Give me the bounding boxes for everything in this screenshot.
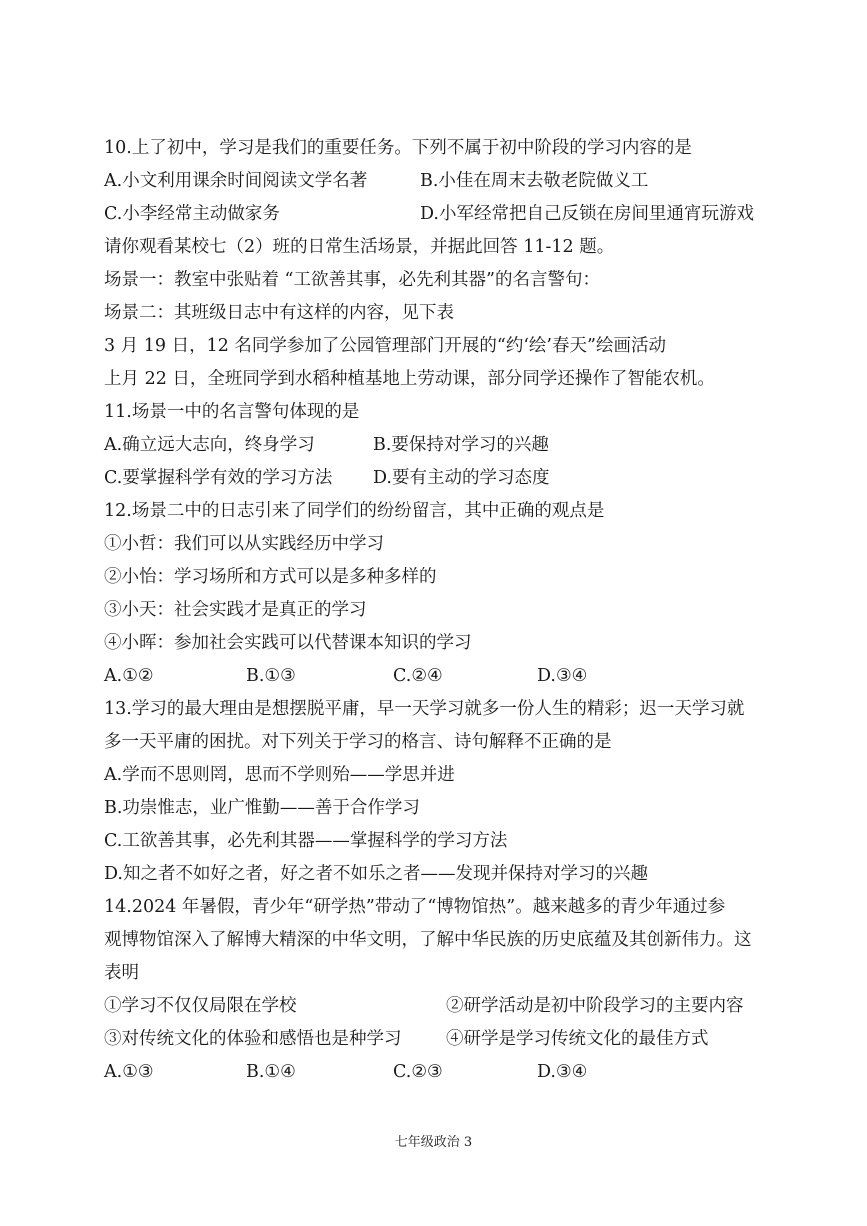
q11-option-b: B.要保持对学习的兴趣: [373, 435, 549, 455]
q10-option-d: D.小军经常把自己反锁在房间里通宵玩游戏: [420, 204, 754, 224]
q11-option-d: D.要有主动的学习态度: [373, 468, 550, 488]
q12-statement-1: ①小哲：我们可以从实践经历中学习: [104, 534, 384, 554]
q11-option-c: C.要掌握科学有效的学习方法: [104, 468, 333, 488]
q11-option-a: A.确立远大志向，终身学习: [104, 435, 315, 455]
scene-two: 场景二：其班级日志中有这样的内容，见下表: [104, 303, 454, 323]
q14-option-c: C.②③: [393, 1062, 443, 1082]
q12-option-a: A.①②: [104, 666, 154, 686]
scene-one: 场景一：教室中张贴着 “工欲善其事，必先利其器”的名言警句：: [104, 270, 600, 290]
q14-stem-line-3: 表明: [104, 963, 139, 983]
q10-stem: 10.上了初中，学习是我们的重要任务。下列不属于初中阶段的学习内容的是: [104, 138, 692, 158]
q13-option-d: D.知之者不如好之者，好之者不如乐之者——发现并保持对学习的兴趣: [104, 864, 648, 884]
q14-statement-2: ②研学活动是初中阶段学习的主要内容: [446, 996, 744, 1016]
q12-statement-2: ②小怡：学习场所和方式可以是多种多样的: [104, 567, 437, 587]
q14-statement-1: ①学习不仅仅局限在学校: [104, 996, 297, 1016]
q13-stem-line-2: 多一天平庸的困扰。对下列关于学习的格言、诗句解释不正确的是: [104, 732, 612, 752]
q10-option-b: B.小佳在周末去敬老院做义工: [420, 171, 649, 191]
q14-statement-3: ③对传统文化的体验和感悟也是种学习: [104, 1029, 402, 1049]
class-log-entry-2: 上月 22 日，全班同学到水稻种植基地上劳动课，部分同学还操作了智能农机。: [104, 369, 715, 389]
q14-statement-4: ④研学是学习传统文化的最佳方式: [446, 1029, 709, 1049]
q10-option-a: A.小文利用课余时间阅读文学名著: [104, 171, 368, 191]
q12-option-b: B.①③: [246, 666, 296, 686]
q14-option-a: A.①③: [104, 1062, 154, 1082]
q14-option-b: B.①④: [246, 1062, 296, 1082]
q14-stem-line-1: 14.2024 年暑假，青少年“研学热”带动了“博物馆热”。越来越多的青少年通过参: [104, 897, 726, 917]
q12-statement-3: ③小天：社会实践才是真正的学习: [104, 600, 367, 620]
context-intro: 请你观看某校七（2）班的日常生活场景，并据此回答 11-12 题。: [104, 237, 615, 257]
q13-option-c: C.工欲善其事，必先利其器——掌握科学的学习方法: [104, 831, 508, 851]
q12-option-c: C.②④: [393, 666, 443, 686]
q13-stem-line-1: 13.学习的最大理由是想摆脱平庸，早一天学习就多一份人生的精彩；迟一天学习就: [104, 699, 745, 719]
q10-option-c: C.小李经常主动做家务: [104, 204, 280, 224]
q14-stem-line-2: 观博物馆深入了解博大精深的中华文明，了解中华民族的历史底蕴及其创新伟力。这: [104, 930, 752, 950]
q14-option-d: D.③④: [537, 1062, 588, 1082]
q12-option-d: D.③④: [537, 666, 588, 686]
q11-stem: 11.场景一中的名言警句体现的是: [104, 402, 360, 422]
class-log-entry-1: 3 月 19 日，12 名同学参加了公园管理部门开展的“约‘绘’春天”绘画活动: [104, 336, 666, 356]
q13-option-a: A.学而不思则罔，思而不学则殆——学思并进: [104, 765, 455, 785]
page-footer: 七年级政治 3: [394, 1135, 473, 1150]
q12-statement-4: ④小晖：参加社会实践可以代替课本知识的学习: [104, 633, 472, 653]
q13-option-b: B.功崇惟志，业广惟勤——善于合作学习: [104, 798, 420, 818]
q12-stem: 12.场景二中的日志引来了同学们的纷纷留言，其中正确的观点是: [104, 501, 605, 521]
